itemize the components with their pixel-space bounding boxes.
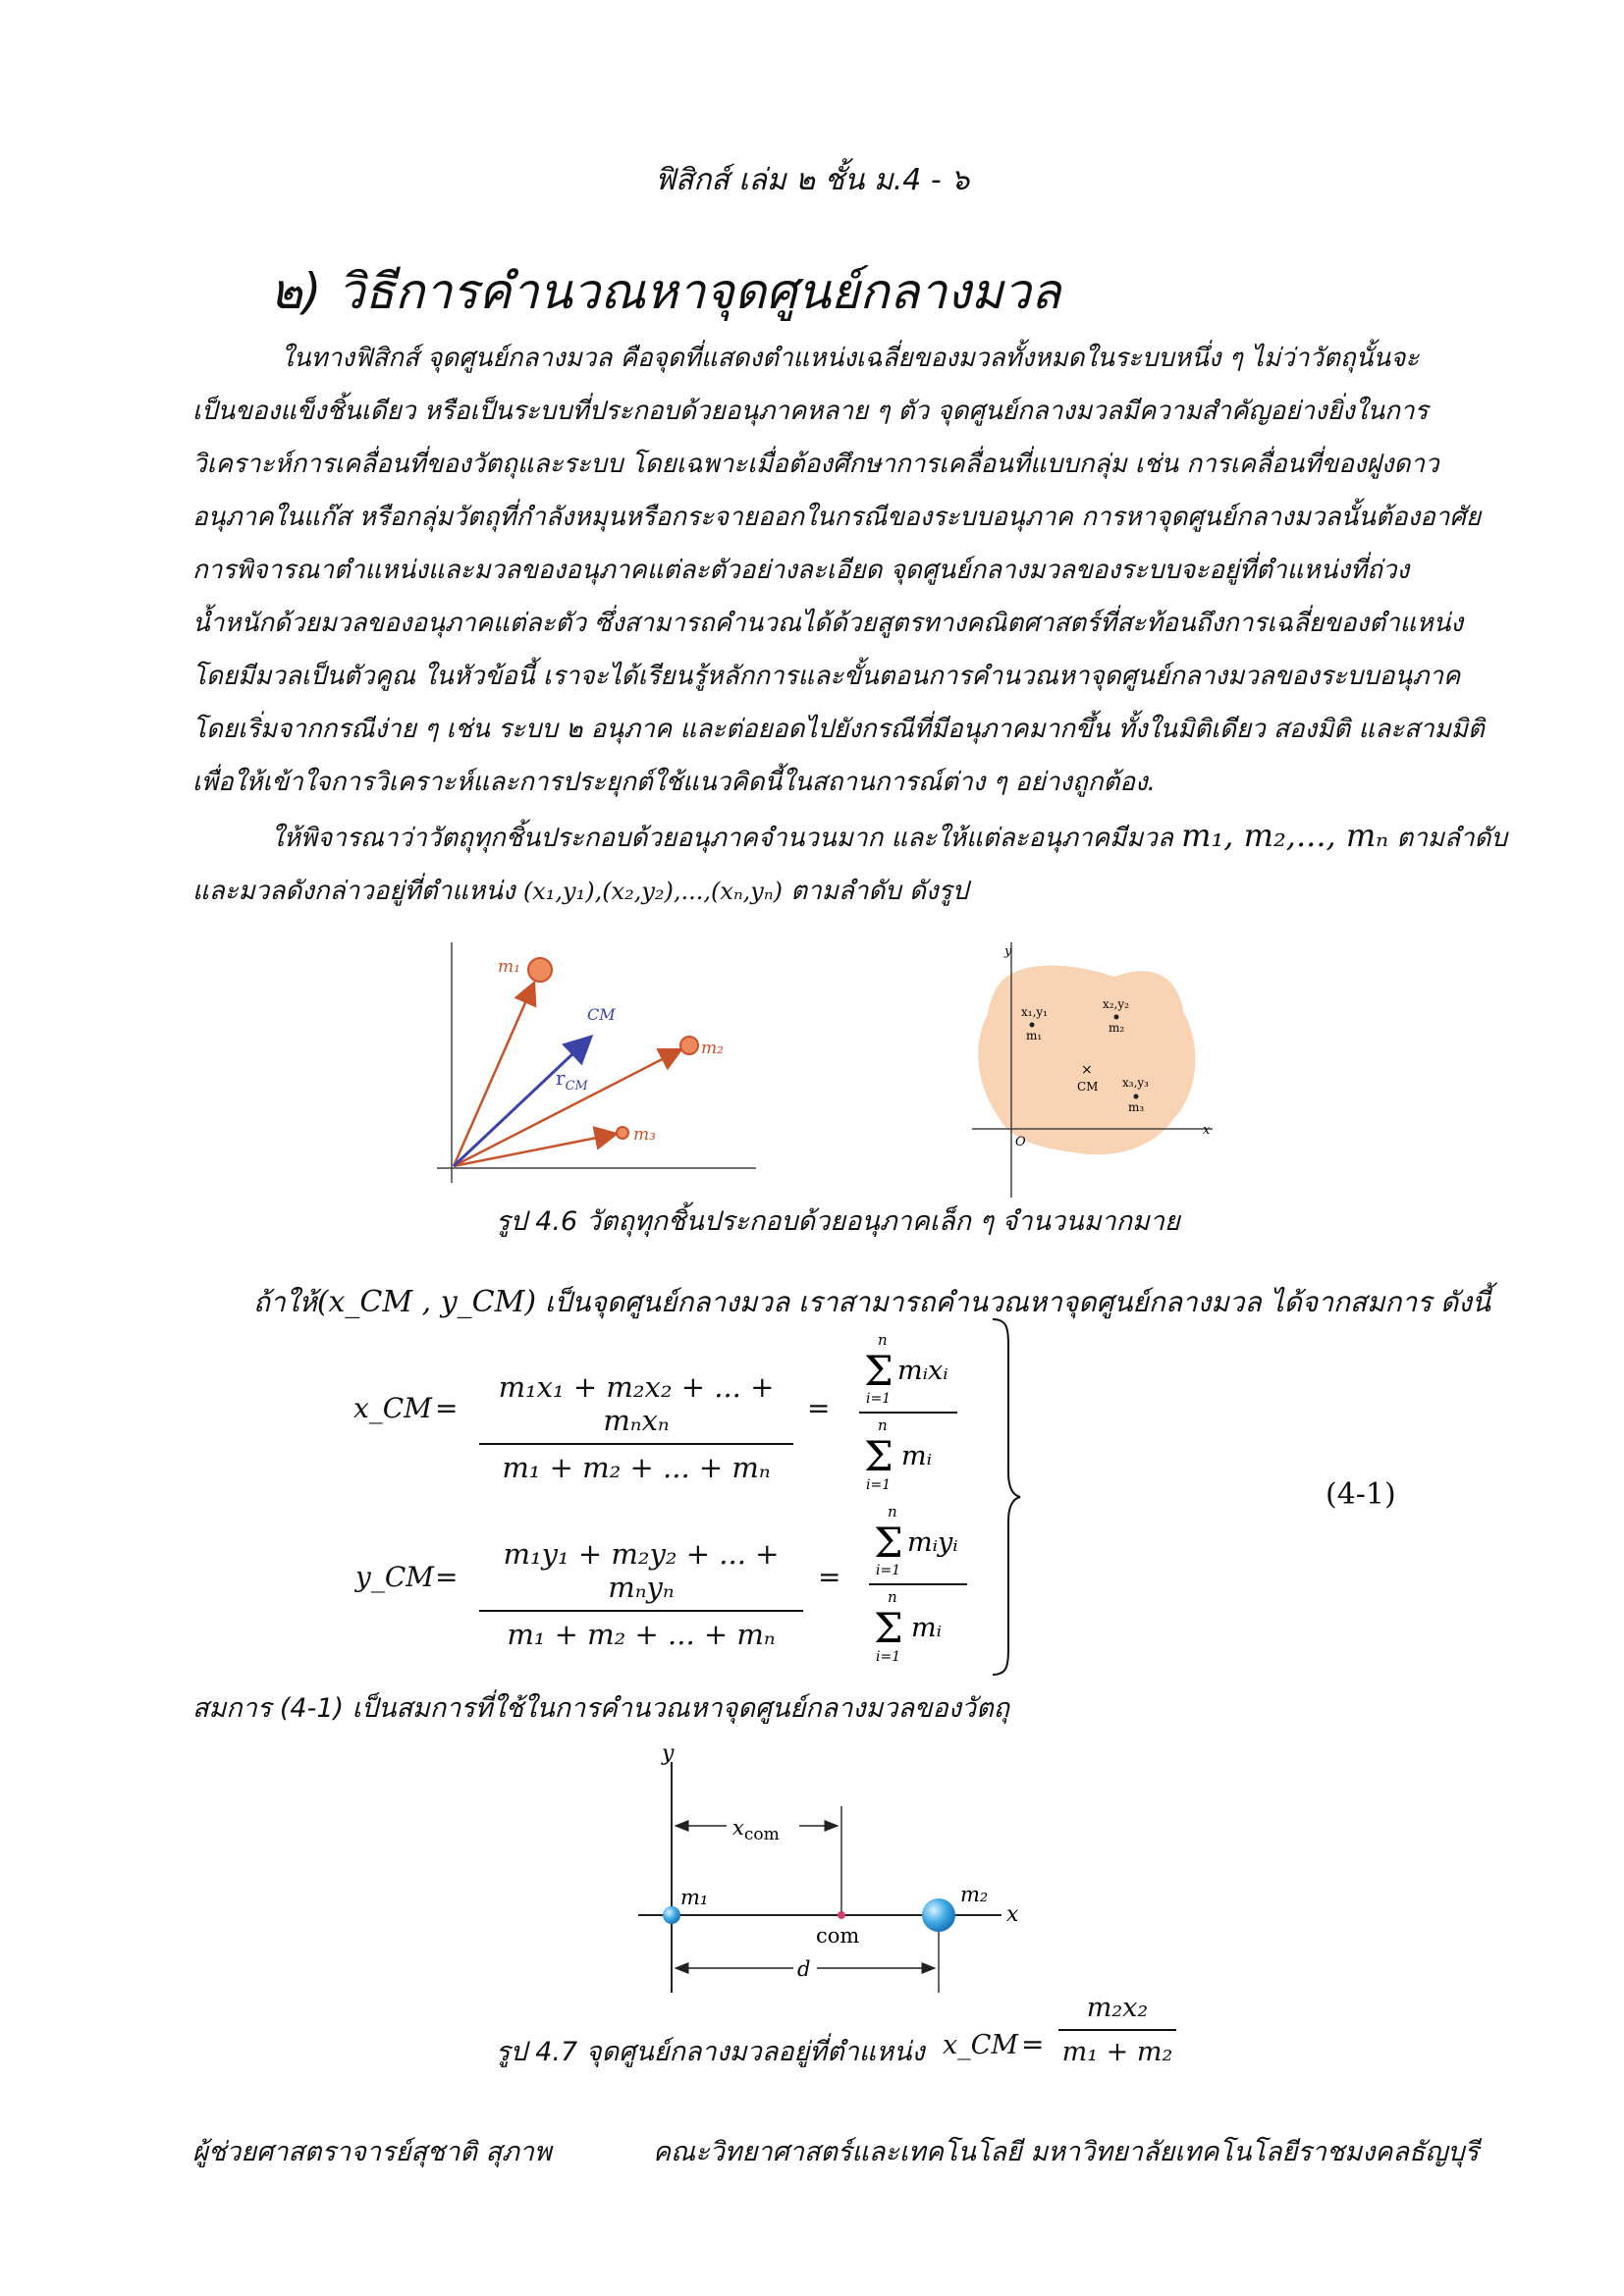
sum-upper: n <box>888 1503 897 1521</box>
paragraph-line: เป็นของแข็งชิ้นเดียว หรือเป็นระบบที่ประกอบด้วยอนุภาคหลาย ๆ ตัว จุดศูนย์กลางมวลมีความสำคัญอย่างยิ่งในการ <box>192 397 1429 426</box>
eq-y-denominator: m₁ + m₂ + ... + mₙ <box>507 1618 776 1651</box>
particle-point <box>1134 1095 1139 1099</box>
label-m1: m₁ <box>680 1886 709 1909</box>
axis-y-label: y <box>1004 944 1012 959</box>
xcom-label: $x_{com}$ <box>732 1816 780 1844</box>
eq-x-numerator: m₁x₁ + m₂x₂ + ... + mₙxₙ <box>479 1370 793 1445</box>
sum-term: mᵢyᵢ <box>907 1527 958 1558</box>
com-point <box>838 1911 845 1919</box>
paragraph-line: อนุภาคในแก๊ส หรือกลุ่มวัตถุที่กำลังหมุนหรือกระจายออกในกรณีของระบบอนุภาค การหาจุดศูนย์กลางมวลนั้นต้องอาศัย <box>192 503 1482 532</box>
figure-two-particle <box>628 1742 1041 1998</box>
vector-rcm <box>454 1037 591 1166</box>
page-header: ฟิสิกส์ เล่ม ๒ ชั้น ม.4 - ๖ <box>654 163 970 197</box>
particle-mass: m₃ <box>1128 1100 1145 1114</box>
label-cm: CM <box>587 1005 616 1024</box>
axis-x-label: x <box>1203 1123 1211 1138</box>
eq-equals: = <box>435 1561 459 1593</box>
sum-lower: i=1 <box>866 1477 892 1493</box>
eq-equals: = <box>435 1392 459 1424</box>
paragraph-text: และมวลดังกล่าวอยู่ที่ตำแหน่ง <box>192 877 515 906</box>
axis-x-label: x <box>1006 1902 1019 1927</box>
eq-equals: = <box>818 1561 841 1593</box>
vector-m3 <box>454 1134 617 1166</box>
particle-m3 <box>617 1127 628 1139</box>
label-m2: m₂ <box>960 1883 989 1906</box>
eq-equals: = <box>807 1392 831 1424</box>
eq-y-sum-fraction <box>864 1502 982 1679</box>
mass-paragraph <box>192 809 1507 918</box>
caption-fraction <box>1058 1993 1176 2067</box>
footer-author: ผู้ช่วยศาสตราจารย์สุชาติ สุภาพ <box>192 2137 552 2167</box>
sum-lower: i=1 <box>876 1649 901 1665</box>
paragraph-line: ในทางฟิสิกส์ จุดศูนย์กลางมวล คือจุดที่แสดงตำแหน่งเฉลี่ยของมวลทั้งหมดในระบบหนึ่ง ๆ ไม่ว่าวัตถุนั้นจะ <box>281 344 1420 373</box>
particle-position: x₂,y₂ <box>1103 997 1129 1011</box>
label-com: com <box>816 1924 860 1948</box>
paragraph-line: เพื่อให้เข้าใจการวิเคราะห์และการประยุกต์ใช้แนวคิดนี้ในสถานการณ์ต่าง ๆ อย่างถูกต้อง. <box>192 768 1156 797</box>
particle-position: x₃,y₃ <box>1122 1076 1149 1090</box>
axis-y-label: y <box>662 1741 675 1766</box>
particle-m1 <box>528 958 552 982</box>
eq-y-fraction <box>479 1537 803 1651</box>
sum-upper: n <box>878 1331 888 1349</box>
particle-m2 <box>680 1037 698 1054</box>
section-title: ๒) วิธีการคำนวณหาจุดศูนย์กลางมวล <box>270 263 1061 320</box>
vector-m2 <box>454 1049 681 1166</box>
sum-lower: i=1 <box>876 1563 901 1578</box>
paragraph-line: วิเคราะห์การเคลื่อนที่ของวัตถุและระบบ โดยเฉพาะเมื่อต้องศึกษาการเคลื่อนที่แบบกลุ่ม เช่น การเคลื่อนที่ของฝูงดาว <box>192 450 1439 479</box>
paragraph-line: โดยเริ่มจากกรณีง่าย ๆ เช่น ระบบ ๒ อนุภาค และต่อยอดไปยังกรณีที่มีอนุภาคมากขึ้น ทั้งในมิติเดียว สองมิติ และสามมิติ <box>192 715 1485 744</box>
eq-x-sum-fraction <box>854 1330 972 1507</box>
sum-term: mᵢ <box>901 1441 933 1471</box>
figure-caption: รูป 4.6 วัตถุทุกชิ้นประกอบด้วยอนุภาคเล็ก ๆ จำนวนมากมาย <box>496 1206 1180 1237</box>
paragraph-line: การพิจารณาตำแหน่งและมวลของอนุภาคแต่ละตัวอย่างละเอียด จุดศูนย์กลางมวลของระบบจะอยู่ที่ตำแหน่งที่ถ่วง <box>192 556 1410 585</box>
eq-x-denominator: m₁ + m₂ + ... + mₙ <box>502 1451 771 1484</box>
origin-label: O <box>1015 1135 1026 1149</box>
sigma-icon: Σ <box>874 1519 903 1567</box>
eq-x-lhs: x_CM <box>353 1392 432 1424</box>
d-label: d <box>797 1957 811 1981</box>
eq-x-fraction <box>479 1370 793 1484</box>
particle-mass: m₁ <box>1026 1029 1043 1042</box>
eq-y-numerator: m₁y₁ + m₂y₂ + ... + mₙyₙ <box>479 1537 803 1612</box>
figure-caption: รูป 4.7 จุดศูนย์กลางมวลอยู่ที่ตำแหน่ง <box>496 2037 925 2067</box>
particle-m2 <box>922 1898 955 1932</box>
particle-point <box>1114 1015 1119 1020</box>
cm-label: CM <box>1077 1080 1099 1094</box>
sum-upper: n <box>878 1416 888 1434</box>
paragraph-text: ให้พิจารณาว่าวัตถุทุกชิ้นประกอบด้วยอนุภาคจำนวนมาก และให้แต่ละอนุภาคมีมวล <box>271 824 1173 853</box>
equation-note: สมการ (4-1) เป็นสมการที่ใช้ในการคำนวณหาจุดศูนย์กลางมวลของวัตถุ <box>192 1693 1009 1724</box>
caption-lhs: x_CM <box>943 2030 1019 2060</box>
sum-term: mᵢ <box>911 1613 943 1643</box>
intro-paragraph <box>192 332 1485 809</box>
mass-list: m₁, m₂,..., mₙ <box>1181 817 1389 854</box>
equation-number: (4-1) <box>1326 1477 1396 1512</box>
paragraph-line <box>192 809 1507 865</box>
particle-mass: m₂ <box>1109 1021 1125 1035</box>
caption-denominator: m₁ + m₂ <box>1061 2037 1173 2067</box>
label-rcm: $r_{CM}$ <box>556 1066 588 1094</box>
caption-numerator: m₂x₂ <box>1058 1993 1176 2031</box>
paragraph-text: ตามลำดับ ดังรูป <box>790 877 969 906</box>
sum-term: mᵢxᵢ <box>897 1356 948 1386</box>
paragraph-line: โดยมีมวลเป็นตัวคูณ ในหัวข้อนี้ เราจะได้เรียนรู้หลักการและขั้นตอนการคำนวณหาจุดศูนย์กลางมวลของระบบอนุภาค <box>192 662 1461 691</box>
particle-point <box>1030 1023 1035 1028</box>
position-list: (x₁,y₁),(x₂,y₂),...,(xₙ,yₙ) <box>522 878 783 905</box>
figure-particle-blob <box>967 937 1222 1202</box>
equation-intro <box>253 1281 1490 1324</box>
intro-suffix: เป็นจุดศูนย์กลางมวล เราสามารถคำนวณหาจุดศูนย์กลางมวล ได้จากสมการ ดังนี้ <box>544 1286 1491 1318</box>
paragraph-line <box>192 865 1479 918</box>
cm-coordinates: (x_CM , y_CM) <box>316 1285 537 1319</box>
label-m3: m₃ <box>633 1125 656 1145</box>
sum-upper: n <box>888 1588 897 1606</box>
footer-institution: คณะวิทยาศาสตร์และเทคโนโลยี มหาวิทยาลัยเทคโนโลยีราชมงคลธัญบุรี <box>653 2137 1479 2167</box>
particle-m1 <box>663 1906 680 1924</box>
sigma-icon: Σ <box>874 1604 903 1652</box>
sigma-icon: Σ <box>864 1347 893 1395</box>
particle-position: x₁,y₁ <box>1021 1005 1048 1019</box>
right-brace-icon <box>987 1315 1026 1679</box>
figure-vector-diagram <box>422 937 756 1188</box>
cm-cross-icon: × <box>1081 1062 1093 1078</box>
sigma-icon: Σ <box>864 1432 893 1480</box>
intro-prefix: ถ้าให้ <box>253 1286 317 1318</box>
sum-lower: i=1 <box>866 1391 892 1407</box>
caption-equals: = <box>1021 2028 1045 2060</box>
paragraph-line: น้ำหนักด้วยมวลของอนุภาคแต่ละตัว ซึ่งสามารถคำนวณได้ด้วยสูตรทางคณิตศาสตร์ที่สะท้อนถึงการเฉลี่ยของตำแหน่ง <box>192 609 1464 638</box>
vector-m1 <box>454 983 534 1166</box>
label-m2: m₂ <box>701 1039 724 1058</box>
paragraph-text: ตามลำดับ <box>1396 824 1507 853</box>
eq-y-lhs: y_CM <box>355 1561 434 1593</box>
label-m1: m₁ <box>498 957 520 977</box>
